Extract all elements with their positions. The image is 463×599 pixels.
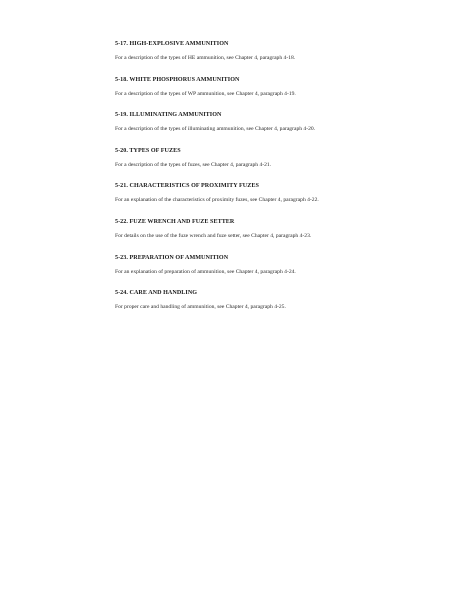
section-body: For proper care and handling of ammunition, see Chapter 4, paragraph 4-25. <box>115 304 286 311</box>
section-heading: 5-24. CARE AND HANDLING <box>115 290 198 297</box>
section-body: For a description of the types of illuminating ammunition, see Chapter 4, paragraph 4-20. <box>115 126 316 133</box>
section-5-23 <box>115 254 347 277</box>
section-heading: 5-19. ILLUMINATING AMMUNITION <box>115 112 222 119</box>
section-5-24 <box>115 289 347 312</box>
section-heading: 5-21. CHARACTERISTICS OF PROXIMITY FUZES <box>115 183 259 190</box>
section-heading: 5-22. FUZE WRENCH AND FUZE SETTER <box>115 218 235 225</box>
section-heading: 5-18. WHITE PHOSPHORUS AMMUNITION <box>115 76 240 83</box>
section-5-20 <box>115 147 347 170</box>
section-body: For an explanation of the characteristics of proximity fuzes, see Chapter 4, paragraph 4-22. <box>115 197 319 204</box>
section-body: For an explanation of preparation of ammunition, see Chapter 4, paragraph 4-24. <box>115 268 296 275</box>
section-5-19 <box>115 111 347 134</box>
section-body: For a description of the types of WP ammunition, see Chapter 4, paragraph 4-19. <box>115 90 296 97</box>
section-heading: 5-17. HIGH-EXPLOSIVE AMMUNITION <box>115 41 229 47</box>
page-content <box>115 40 347 325</box>
section-heading: 5-20. TYPES OF FUZES <box>115 147 181 154</box>
section-5-17 <box>115 40 347 63</box>
section-5-18 <box>115 76 347 99</box>
section-heading: 5-23. PREPARATION OF AMMUNITION <box>115 254 229 261</box>
section-body: For details on the use of the fuze wrench and fuze setter, see Chapter 4, paragraph 4-23. <box>115 232 312 239</box>
section-body: For a description of the types of fuzes, see Chapter 4, paragraph 4-21. <box>115 161 272 168</box>
section-5-21 <box>115 182 347 205</box>
section-5-22 <box>115 218 347 241</box>
section-body: For a description of the types of HE ammunition, see Chapter 4, paragraph 4-18. <box>115 55 296 61</box>
